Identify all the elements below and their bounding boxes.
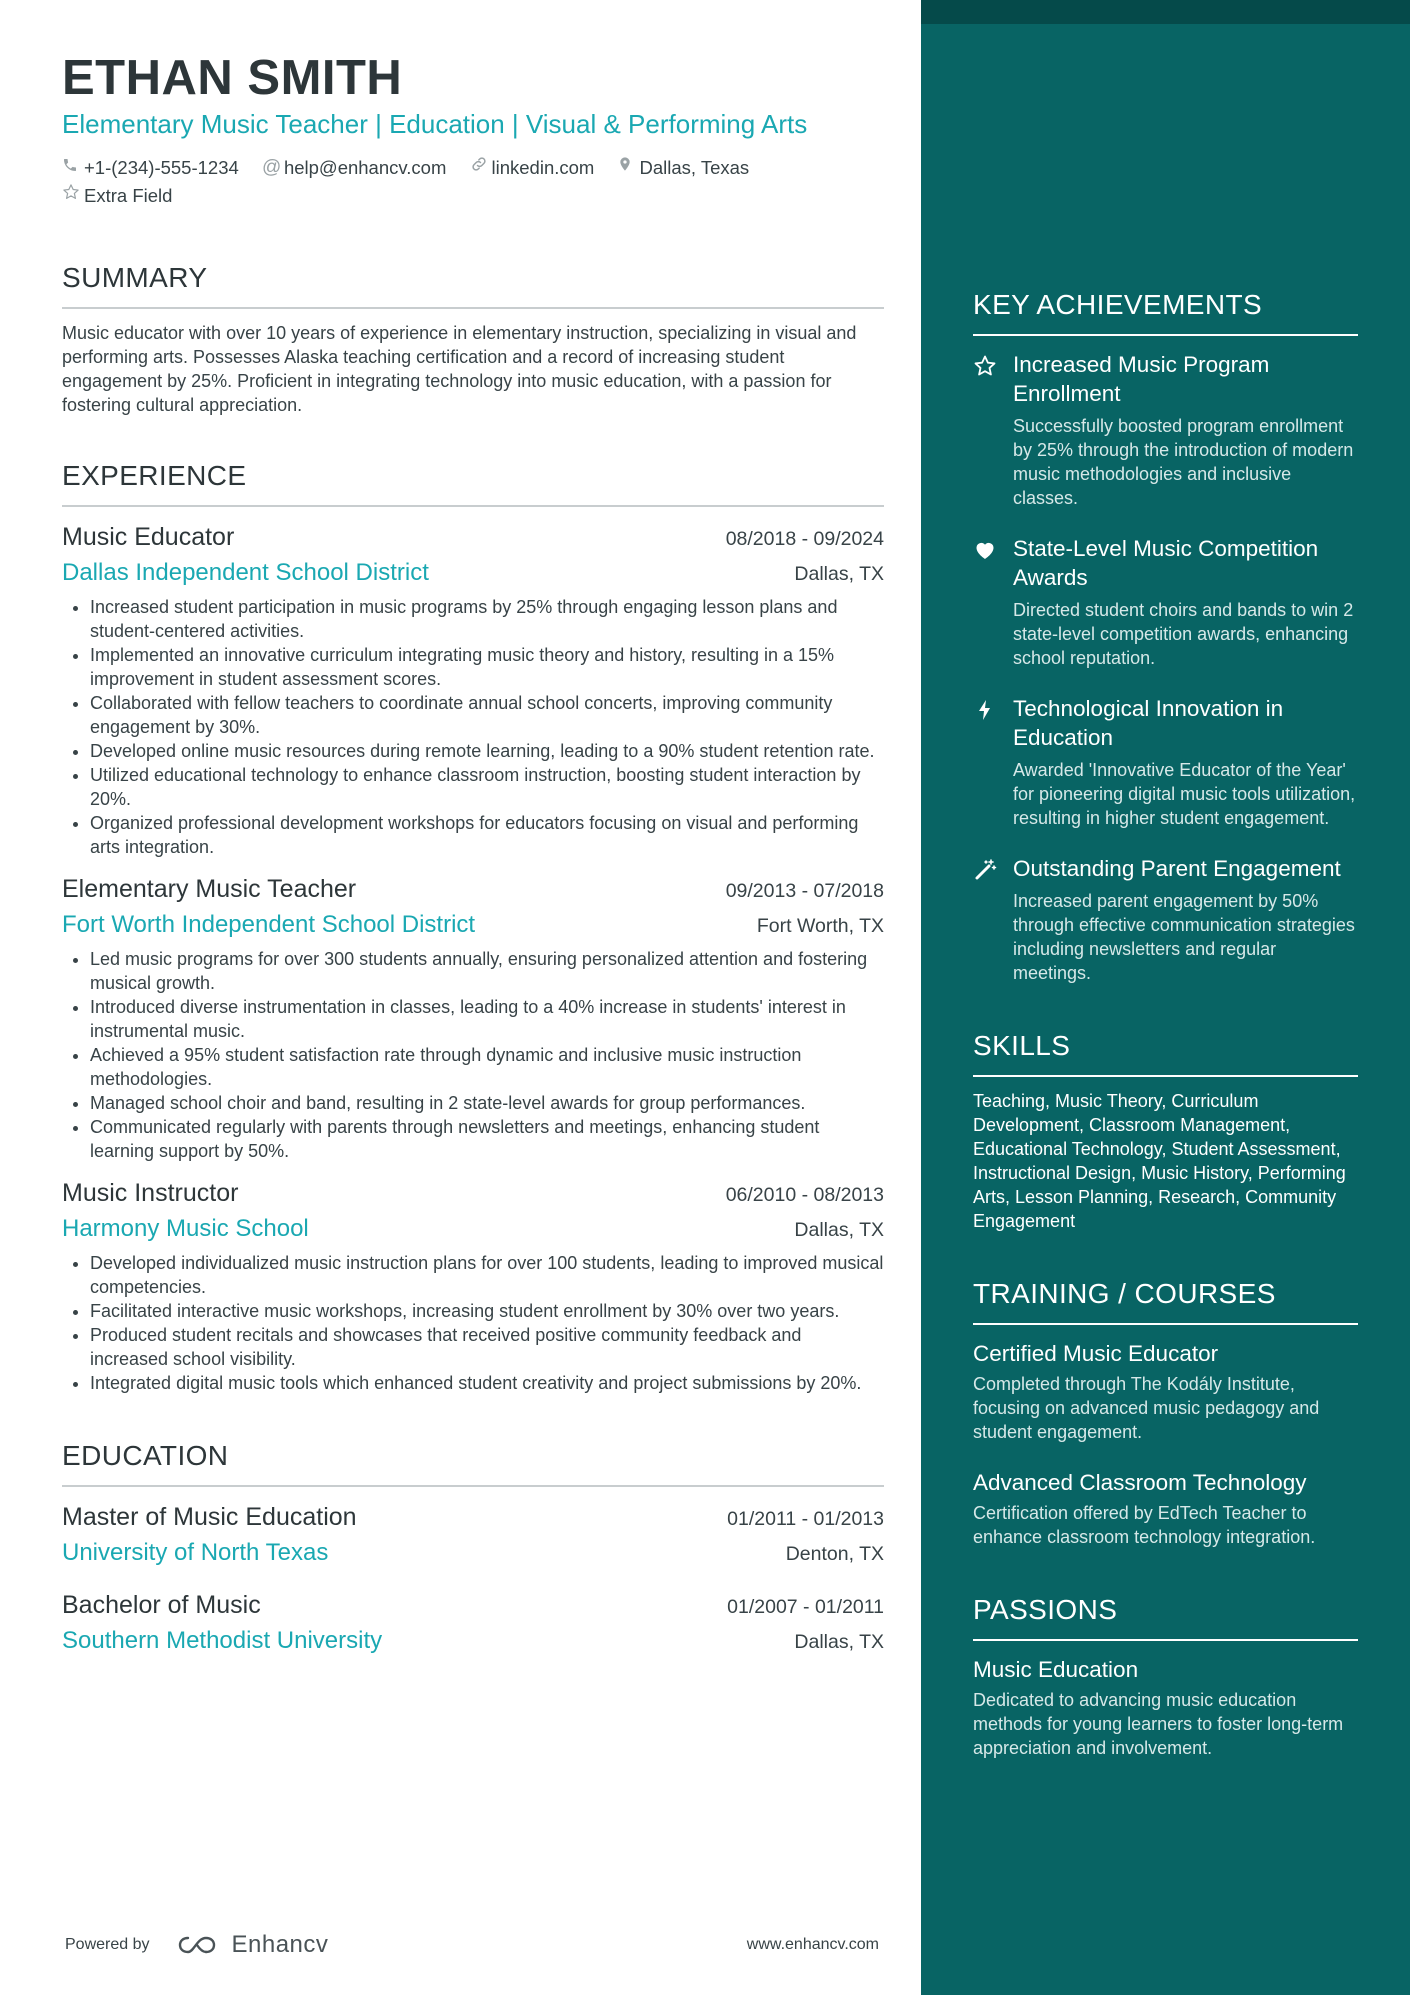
sidebar-content xyxy=(973,288,1358,1760)
candidate-headline: Elementary Music Teacher | Education | Visual & Performing Arts xyxy=(62,109,808,139)
achievement-item xyxy=(973,350,1358,510)
contact-phone[interactable] xyxy=(62,154,239,181)
job-dates: 08/2018 - 09/2024 xyxy=(725,528,884,550)
skills-text: Teaching, Music Theory, Curriculum Development, Classroom Management, Educational Technology, Student Assessment, Instructional Design, Music History, Performing Arts, Lesson Planning, Research, Community Engagement xyxy=(973,1091,1346,1231)
bullet: • Achieved a 95% student satisfaction rate through dynamic and inclusive music instruction methodologies. xyxy=(90,1043,884,1091)
summary-text: Music educator with over 10 years of experience in elementary instruction, specializing in visual and performing arts. Possesses Alaska teaching certification and a record of increasing student engagement by 25%. Proficient in integrating technology into music education, with a passion for fostering cultural appreciation. xyxy=(62,323,857,415)
bullet: • Communicated regularly with parents through newsletters and meetings, enhancing student learning support by 50%. xyxy=(90,1115,884,1163)
job-bullets xyxy=(62,947,884,1163)
bullet: • Facilitated interactive music workshops, increasing student enrollment by 30% over two years. xyxy=(90,1299,884,1323)
education-dates: 01/2011 - 01/2013 xyxy=(727,1508,884,1530)
degree-name: Master of Music Education xyxy=(62,1503,357,1531)
achievement-item xyxy=(973,854,1358,985)
lightning-bolt-icon xyxy=(973,694,1013,830)
bullet: • Produced student recitals and showcases that received positive community feedback and increased school visibility. xyxy=(90,1323,884,1371)
enhancv-logo[interactable] xyxy=(176,1931,329,1959)
passion-description: Dedicated to advancing music education methods for young learners to foster long-term appreciation and involvement. xyxy=(973,1690,1344,1758)
achievement-description: Awarded 'Innovative Educator of the Year' for pioneering digital music tools utilization, resulting in higher student engagement. xyxy=(1013,760,1356,828)
school-name: University of North Texas xyxy=(62,1539,329,1566)
achievements-heading: KEY ACHIEVEMENTS xyxy=(973,288,1358,336)
contact-extra xyxy=(62,182,172,209)
bullet: • Led music programs for over 300 students annually, ensuring personalized attention and fostering musical growth. xyxy=(90,947,884,995)
training-item xyxy=(973,1339,1358,1444)
contact-extra-text: Extra Field xyxy=(84,185,173,206)
education-heading: EDUCATION xyxy=(62,1439,884,1487)
enhancv-brand-text: Enhancv xyxy=(231,1931,329,1958)
experience-entry xyxy=(62,521,884,859)
job-location: Fort Worth, TX xyxy=(756,915,884,937)
contact-list xyxy=(62,153,884,209)
bullet: • Integrated digital music tools which enhanced student creativity and project submissions by 20%. xyxy=(90,1371,884,1395)
contact-location xyxy=(617,154,749,181)
education-section xyxy=(62,1439,884,1657)
job-location: Dallas, TX xyxy=(794,563,884,585)
skills-section xyxy=(973,1029,1358,1233)
summary-section xyxy=(62,261,884,417)
training-title: Certified Music Educator xyxy=(973,1341,1219,1366)
experience-heading: EXPERIENCE xyxy=(62,459,884,507)
achievement-title: Technological Innovation in Education xyxy=(1013,696,1284,750)
powered-by xyxy=(65,1931,328,1959)
star-outline-icon xyxy=(62,182,84,209)
location-pin-icon xyxy=(617,154,639,181)
achievement-description: Directed student choirs and bands to win 2 state-level competition awards, enhancing school reputation. xyxy=(1013,600,1354,668)
job-dates: 09/2013 - 07/2018 xyxy=(725,880,884,902)
enhancv-logo-icon xyxy=(176,1933,224,1957)
achievement-title: State-Level Music Competition Awards xyxy=(1013,536,1319,590)
achievement-title: Outstanding Parent Engagement xyxy=(1013,856,1341,881)
bullet: • Implemented an innovative curriculum integrating music theory and history, resulting in a 15% improvement in student assessment scores. xyxy=(90,643,884,691)
training-description: Completed through The Kodály Institute, focusing on advanced music pedagogy and student engagement. xyxy=(973,1374,1320,1442)
achievement-item xyxy=(973,694,1358,830)
training-description: Certification offered by EdTech Teacher to enhance classroom technology integration. xyxy=(973,1503,1316,1547)
training-heading: TRAINING / COURSES xyxy=(973,1277,1358,1325)
job-title: Music Educator xyxy=(62,523,235,551)
company-name: Harmony Music School xyxy=(62,1215,309,1242)
experience-entry xyxy=(62,873,884,1163)
sidebar-top-bar xyxy=(921,0,1410,24)
at-icon: @ xyxy=(261,157,282,178)
education-entry xyxy=(62,1589,884,1657)
footer-url[interactable]: www.enhancv.com xyxy=(746,1936,879,1953)
phone-icon xyxy=(62,154,84,181)
passions-heading: PASSIONS xyxy=(973,1593,1358,1641)
job-location: Dallas, TX xyxy=(794,1219,884,1241)
link-icon xyxy=(470,154,492,181)
achievement-item xyxy=(973,534,1358,670)
passion-item xyxy=(973,1655,1358,1760)
degree-name: Bachelor of Music xyxy=(62,1591,261,1619)
education-entry xyxy=(62,1501,884,1569)
job-bullets xyxy=(62,595,884,859)
contact-location-text: Dallas, Texas xyxy=(639,157,750,178)
school-location: Dallas, TX xyxy=(794,1631,884,1653)
contact-linkedin[interactable] xyxy=(470,154,595,181)
passions-section xyxy=(973,1593,1358,1760)
passion-title: Music Education xyxy=(973,1657,1139,1682)
contact-linkedin-text: linkedin.com xyxy=(491,157,595,178)
school-location: Denton, TX xyxy=(785,1543,884,1565)
achievement-title: Increased Music Program Enrollment xyxy=(1013,352,1270,406)
bullet: • Managed school choir and band, resulting in 2 state-level awards for group performances. xyxy=(90,1091,884,1115)
job-title: Elementary Music Teacher xyxy=(62,875,357,903)
skills-heading: SKILLS xyxy=(973,1029,1358,1077)
school-name: Southern Methodist University xyxy=(62,1627,383,1654)
star-outline-icon xyxy=(973,350,1013,510)
training-section xyxy=(973,1277,1358,1549)
bullet: • Increased student participation in music programs by 25% through engaging lesson plans and student-centered activities. xyxy=(90,595,884,643)
bullet: • Developed online music resources during remote learning, leading to a 90% student retention rate. xyxy=(90,739,884,763)
job-title: Music Instructor xyxy=(62,1179,239,1207)
job-bullets xyxy=(62,1251,884,1395)
candidate-name: ETHAN SMITH xyxy=(62,51,403,105)
achievement-description: Successfully boosted program enrollment by 25% through the introduction of modern music methodologies and inclusive classes. xyxy=(1013,416,1354,508)
bullet: • Developed individualized music instruction plans for over 100 students, leading to improved musical competencies. xyxy=(90,1251,884,1299)
footer xyxy=(65,1930,879,1960)
contact-email-text: help@enhancv.com xyxy=(283,157,447,178)
magic-wand-icon xyxy=(973,854,1013,985)
training-title: Advanced Classroom Technology xyxy=(973,1470,1307,1495)
contact-email[interactable] xyxy=(262,154,446,181)
bullet: • Organized professional development workshops for educators focusing on visual and performing arts integration. xyxy=(90,811,884,859)
company-name: Dallas Independent School District xyxy=(62,559,429,586)
powered-by-label: Powered by xyxy=(65,1936,150,1953)
job-dates: 06/2010 - 08/2013 xyxy=(725,1184,884,1206)
experience-entry xyxy=(62,1177,884,1395)
education-dates: 01/2007 - 01/2011 xyxy=(727,1596,884,1618)
heart-icon xyxy=(973,534,1013,670)
sidebar xyxy=(921,0,1410,1995)
contact-phone-text: +1-(234)-555-1234 xyxy=(84,157,239,178)
company-name: Fort Worth Independent School District xyxy=(62,911,476,938)
bullet: • Utilized educational technology to enhance classroom instruction, boosting student interaction by 20%. xyxy=(90,763,884,811)
achievement-description: Increased parent engagement by 50% through effective communication strategies including newsletters and regular meetings. xyxy=(1013,891,1355,983)
training-item xyxy=(973,1468,1358,1549)
experience-section xyxy=(62,459,884,1395)
summary-heading: SUMMARY xyxy=(62,261,884,309)
bullet: • Collaborated with fellow teachers to coordinate annual school concerts, improving community engagement by 30%. xyxy=(90,691,884,739)
main-column xyxy=(62,50,884,1657)
bullet: • Introduced diverse instrumentation in classes, leading to a 40% increase in students' interest in instrumental music. xyxy=(90,995,884,1043)
achievements-section xyxy=(973,288,1358,985)
